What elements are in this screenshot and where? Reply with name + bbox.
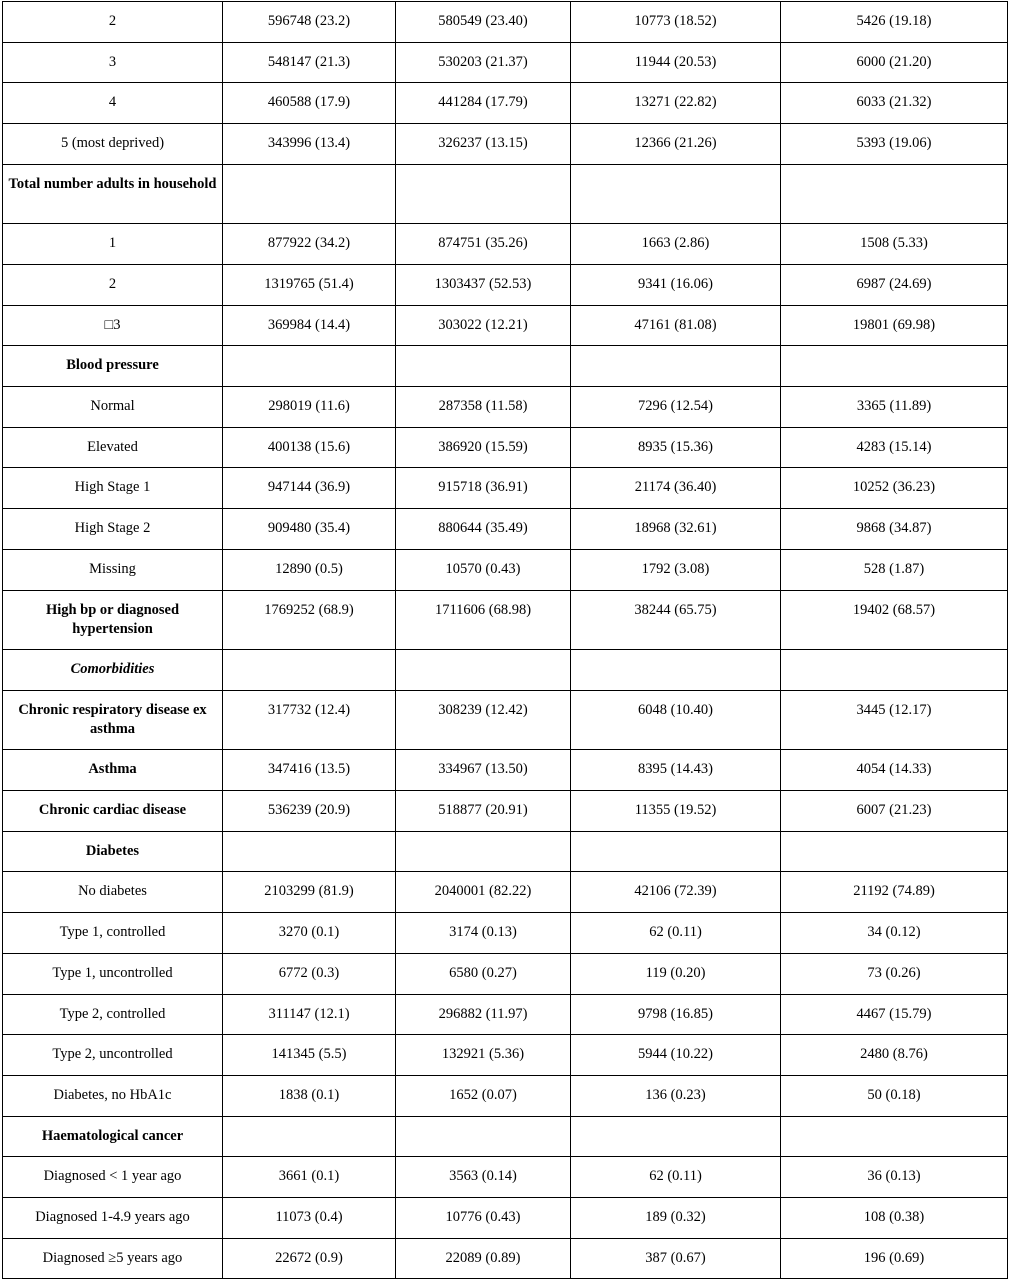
- table-cell: 18968 (32.61): [571, 509, 781, 550]
- table-cell: 12366 (21.26): [571, 124, 781, 165]
- table-cell: 880644 (35.49): [396, 509, 571, 550]
- table-cell: 369984 (14.4): [223, 305, 396, 346]
- table-cell: 3270 (0.1): [223, 913, 396, 954]
- row-label: Total number adults in household: [3, 164, 223, 224]
- table-cell: 518877 (20.91): [396, 791, 571, 832]
- table-cell: 189 (0.32): [571, 1197, 781, 1238]
- table-cell: 2040001 (82.22): [396, 872, 571, 913]
- table-cell: 6772 (0.3): [223, 953, 396, 994]
- table-cell: 196 (0.69): [781, 1238, 1008, 1279]
- row-label: 3: [3, 42, 223, 83]
- table-row: [3, 994, 1008, 1035]
- table-cell: 4283 (15.14): [781, 427, 1008, 468]
- table-cell: 12890 (0.5): [223, 549, 396, 590]
- table-cell: 8935 (15.36): [571, 427, 781, 468]
- table-row: [3, 650, 1008, 691]
- row-label: Diabetes, no HbA1c: [3, 1075, 223, 1116]
- table-row: [3, 872, 1008, 913]
- table-cell: 22672 (0.9): [223, 1238, 396, 1279]
- table-cell: 50 (0.18): [781, 1075, 1008, 1116]
- table-cell: 947144 (36.9): [223, 468, 396, 509]
- table-cell: 296882 (11.97): [396, 994, 571, 1035]
- table-cell: [781, 650, 1008, 691]
- table-row: [3, 1197, 1008, 1238]
- table-cell: 6987 (24.69): [781, 265, 1008, 306]
- table-cell: 141345 (5.5): [223, 1035, 396, 1076]
- table-cell: 21192 (74.89): [781, 872, 1008, 913]
- table-cell: 1663 (2.86): [571, 224, 781, 265]
- table-cell: 3174 (0.13): [396, 913, 571, 954]
- row-label: Missing: [3, 549, 223, 590]
- row-label: Normal: [3, 387, 223, 428]
- table-cell: [396, 831, 571, 872]
- row-label: Diagnosed ≥5 years ago: [3, 1238, 223, 1279]
- table-cell: 5944 (10.22): [571, 1035, 781, 1076]
- table-cell: 10776 (0.43): [396, 1197, 571, 1238]
- table-cell: 5426 (19.18): [781, 2, 1008, 43]
- row-label: Type 2, controlled: [3, 994, 223, 1035]
- table-row: [3, 791, 1008, 832]
- table-cell: 6033 (21.32): [781, 83, 1008, 124]
- table-cell: [571, 1116, 781, 1157]
- table-cell: 34 (0.12): [781, 913, 1008, 954]
- table-cell: 22089 (0.89): [396, 1238, 571, 1279]
- table-row: [3, 42, 1008, 83]
- table-cell: [781, 831, 1008, 872]
- row-label: No diabetes: [3, 872, 223, 913]
- table-row: [3, 2, 1008, 43]
- table-cell: [223, 1116, 396, 1157]
- row-label: Comorbidities: [3, 650, 223, 691]
- table-row: [3, 549, 1008, 590]
- table-row: [3, 124, 1008, 165]
- table-cell: 3661 (0.1): [223, 1157, 396, 1198]
- table-cell: [571, 164, 781, 224]
- row-label: High bp or diagnosed hypertension: [3, 590, 223, 650]
- table-cell: 1838 (0.1): [223, 1075, 396, 1116]
- table-cell: 1319765 (51.4): [223, 265, 396, 306]
- table-cell: [396, 346, 571, 387]
- table-row: [3, 305, 1008, 346]
- table-cell: 119 (0.20): [571, 953, 781, 994]
- row-label: Chronic cardiac disease: [3, 791, 223, 832]
- row-label: Asthma: [3, 750, 223, 791]
- table-cell: 334967 (13.50): [396, 750, 571, 791]
- table-cell: 387 (0.67): [571, 1238, 781, 1279]
- table-cell: 308239 (12.42): [396, 690, 571, 750]
- table-cell: 326237 (13.15): [396, 124, 571, 165]
- table-cell: 441284 (17.79): [396, 83, 571, 124]
- table-row: [3, 346, 1008, 387]
- table-row: [3, 83, 1008, 124]
- table-cell: 1508 (5.33): [781, 224, 1008, 265]
- row-label: Diagnosed 1-4.9 years ago: [3, 1197, 223, 1238]
- table-row: [3, 1116, 1008, 1157]
- table-cell: 108 (0.38): [781, 1197, 1008, 1238]
- table-cell: 62 (0.11): [571, 913, 781, 954]
- table-cell: [223, 650, 396, 691]
- data-table: [2, 1, 1008, 1279]
- row-label: 1: [3, 224, 223, 265]
- table-cell: [781, 164, 1008, 224]
- table-row: [3, 164, 1008, 224]
- table-cell: 38244 (65.75): [571, 590, 781, 650]
- table-row: [3, 1238, 1008, 1279]
- row-label: Type 2, uncontrolled: [3, 1035, 223, 1076]
- row-label: High Stage 2: [3, 509, 223, 550]
- table-cell: 42106 (72.39): [571, 872, 781, 913]
- table-cell: 19402 (68.57): [781, 590, 1008, 650]
- table-cell: 347416 (13.5): [223, 750, 396, 791]
- table-cell: 548147 (21.3): [223, 42, 396, 83]
- table-cell: 287358 (11.58): [396, 387, 571, 428]
- table-row: [3, 1157, 1008, 1198]
- table-cell: 386920 (15.59): [396, 427, 571, 468]
- table-cell: 11355 (19.52): [571, 791, 781, 832]
- table-cell: [396, 164, 571, 224]
- table-cell: 311147 (12.1): [223, 994, 396, 1035]
- table-row: [3, 1075, 1008, 1116]
- table-cell: 915718 (36.91): [396, 468, 571, 509]
- table-cell: 5393 (19.06): [781, 124, 1008, 165]
- table-cell: [223, 346, 396, 387]
- table-cell: 10570 (0.43): [396, 549, 571, 590]
- row-label: Elevated: [3, 427, 223, 468]
- table-cell: 9868 (34.87): [781, 509, 1008, 550]
- table-cell: [223, 831, 396, 872]
- table-cell: 47161 (81.08): [571, 305, 781, 346]
- table-cell: [781, 346, 1008, 387]
- table-row: [3, 468, 1008, 509]
- table-cell: 73 (0.26): [781, 953, 1008, 994]
- row-label: Type 1, controlled: [3, 913, 223, 954]
- table-cell: 132921 (5.36): [396, 1035, 571, 1076]
- table-cell: [223, 164, 396, 224]
- table-cell: [571, 346, 781, 387]
- row-label: High Stage 1: [3, 468, 223, 509]
- table-cell: 4054 (14.33): [781, 750, 1008, 791]
- row-label: 2: [3, 2, 223, 43]
- table-cell: [396, 1116, 571, 1157]
- table-cell: [571, 650, 781, 691]
- table-row: [3, 953, 1008, 994]
- table-cell: 10773 (18.52): [571, 2, 781, 43]
- table-body: [3, 2, 1008, 1279]
- table-cell: 1711606 (68.98): [396, 590, 571, 650]
- table-cell: 298019 (11.6): [223, 387, 396, 428]
- table-cell: 528 (1.87): [781, 549, 1008, 590]
- table-cell: 9341 (16.06): [571, 265, 781, 306]
- row-label: Diagnosed < 1 year ago: [3, 1157, 223, 1198]
- table-cell: 536239 (20.9): [223, 791, 396, 832]
- table-row: [3, 265, 1008, 306]
- table-cell: 11944 (20.53): [571, 42, 781, 83]
- table-cell: 19801 (69.98): [781, 305, 1008, 346]
- table-cell: 3445 (12.17): [781, 690, 1008, 750]
- row-label: Blood pressure: [3, 346, 223, 387]
- table-cell: 2480 (8.76): [781, 1035, 1008, 1076]
- table-cell: 8395 (14.43): [571, 750, 781, 791]
- table-cell: 13271 (22.82): [571, 83, 781, 124]
- table-row: [3, 1035, 1008, 1076]
- table-cell: 136 (0.23): [571, 1075, 781, 1116]
- table-cell: 1652 (0.07): [396, 1075, 571, 1116]
- table-cell: 400138 (15.6): [223, 427, 396, 468]
- table-cell: 6000 (21.20): [781, 42, 1008, 83]
- table-cell: 580549 (23.40): [396, 2, 571, 43]
- row-label: Type 1, uncontrolled: [3, 953, 223, 994]
- table-cell: [396, 650, 571, 691]
- table-cell: 1769252 (68.9): [223, 590, 396, 650]
- table-cell: 317732 (12.4): [223, 690, 396, 750]
- table-cell: 9798 (16.85): [571, 994, 781, 1035]
- table-cell: [571, 831, 781, 872]
- table-cell: 874751 (35.26): [396, 224, 571, 265]
- table-cell: 3563 (0.14): [396, 1157, 571, 1198]
- row-label: Haematological cancer: [3, 1116, 223, 1157]
- table-cell: 36 (0.13): [781, 1157, 1008, 1198]
- table-row: [3, 509, 1008, 550]
- table-row: [3, 831, 1008, 872]
- table-cell: 62 (0.11): [571, 1157, 781, 1198]
- table-cell: 2103299 (81.9): [223, 872, 396, 913]
- row-label: 2: [3, 265, 223, 306]
- table-cell: 1792 (3.08): [571, 549, 781, 590]
- table-cell: 6007 (21.23): [781, 791, 1008, 832]
- table-cell: 877922 (34.2): [223, 224, 396, 265]
- table-cell: 343996 (13.4): [223, 124, 396, 165]
- table-cell: 11073 (0.4): [223, 1197, 396, 1238]
- table-cell: 6580 (0.27): [396, 953, 571, 994]
- row-label: Chronic respiratory disease ex asthma: [3, 690, 223, 750]
- table-cell: 3365 (11.89): [781, 387, 1008, 428]
- table-row: [3, 224, 1008, 265]
- table-cell: [781, 1116, 1008, 1157]
- table-row: [3, 590, 1008, 650]
- table-cell: 1303437 (52.53): [396, 265, 571, 306]
- row-label: 4: [3, 83, 223, 124]
- table-row: [3, 387, 1008, 428]
- table-cell: 10252 (36.23): [781, 468, 1008, 509]
- table-row: [3, 690, 1008, 750]
- table-row: [3, 750, 1008, 791]
- row-label: □3: [3, 305, 223, 346]
- table-cell: 6048 (10.40): [571, 690, 781, 750]
- table-cell: 7296 (12.54): [571, 387, 781, 428]
- row-label: 5 (most deprived): [3, 124, 223, 165]
- table-cell: 460588 (17.9): [223, 83, 396, 124]
- table-row: [3, 913, 1008, 954]
- row-label: Diabetes: [3, 831, 223, 872]
- table-cell: 21174 (36.40): [571, 468, 781, 509]
- table-cell: 909480 (35.4): [223, 509, 396, 550]
- table-cell: 303022 (12.21): [396, 305, 571, 346]
- table-cell: 4467 (15.79): [781, 994, 1008, 1035]
- table-cell: 530203 (21.37): [396, 42, 571, 83]
- table-row: [3, 427, 1008, 468]
- table-cell: 596748 (23.2): [223, 2, 396, 43]
